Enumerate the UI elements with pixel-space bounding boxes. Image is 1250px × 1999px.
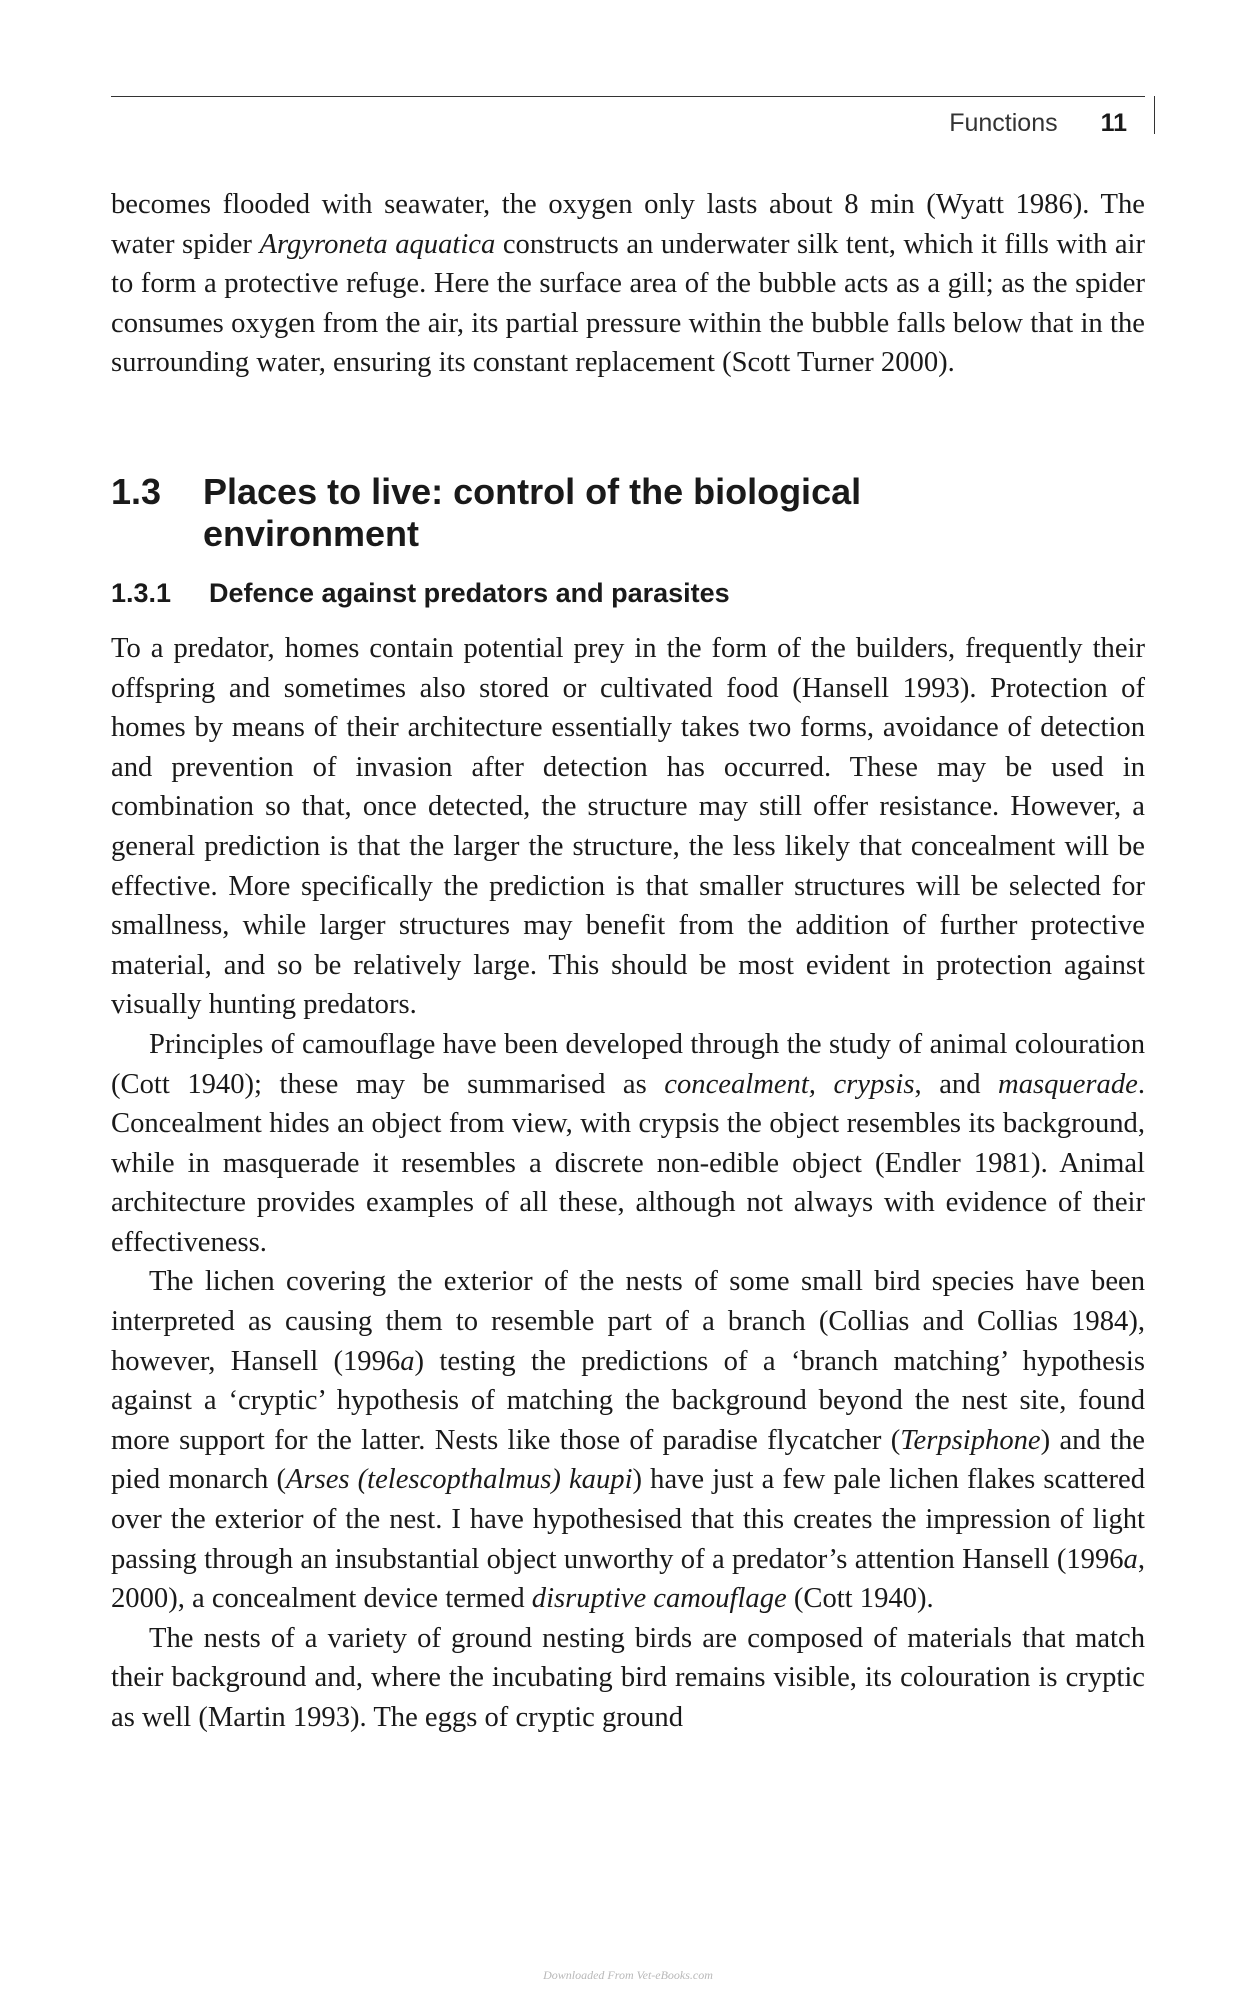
italic-text: a [400,1345,415,1377]
running-header [111,96,1145,137]
section-title: Places to live: control of the biological environment [203,470,862,554]
text-run: , and [914,1068,999,1100]
section-heading [111,471,1145,555]
text-run: , 2000), a concealment device termed [111,1543,1145,1615]
text-run: The nests of a variety of ground nesting birds are composed of materials that match their background and, where the incubating bird remains visible, its colouration is cryptic as well (Martin 1993). The eggs of cryptic ground [111,1622,1145,1733]
subsection-heading [111,575,1145,611]
text-run: Principles of camouflage have been developed through the study of animal colouration (Cott 1940); these may be summarised as [111,1028,1145,1100]
body-paragraph [111,1619,1145,1738]
italic-text: disruptive camouflage [531,1583,787,1615]
text-run: ) have just a few pale lichen flakes scattered over the exterior of the nest. I have hypothesised that this creates the impression of light passing through an insubstantial object unworthy of a predator’s attention Hansell (1996 [111,1464,1145,1575]
body-paragraph [111,1025,1145,1263]
italic-text: Terpsiphone [900,1424,1041,1456]
text-run: ) testing the predictions of a ‘branch matching’ hypothesis against a ‘cryptic’ hypothesis of matching the background beyond the nest site, found more support for the latter. Nests like those of paradise flycatcher ( [111,1345,1145,1456]
subsection-number: 1.3.1 [111,577,172,608]
download-watermark: Downloaded From Vet-eBooks.com [543,1968,713,1982]
text-run: . Concealment hides an object from view, with crypsis the object resembles its background, while in masquerade it resembles a discrete non-edible object (Endler 1981). Animal architecture provides examples of all these, although not always with evidence of their effectiveness. [111,1068,1145,1258]
text-run: To a predator, homes contain potential prey in the form of the builders, frequently their offspring and sometimes also stored or cultivated food (Hansell 1993). Protection of homes by means of their architecture essentially takes two forms, avoidance of detection and prevention of invasion after detection has occurred. These may be used in combination so that, once detected, the structure may still offer resistance. However, a general prediction is that the larger the structure, the less likely that concealment will be effective. More specifically the prediction is that smaller structures will be selected for smallness, while larger structures may benefit from the addition of further protective material, and so be relatively large. This should be most evident in protection against visually hunting predators. [111,632,1145,1021]
italic-text: a [1123,1543,1138,1575]
running-head-section: Functions [949,109,1058,137]
body-paragraph [111,629,1145,1025]
running-head-text [949,109,1127,138]
header-rule-vertical [1154,96,1156,134]
italic-text: concealment, crypsis [664,1068,915,1100]
book-page [111,0,1145,1999]
text-run: (Cott 1940). [786,1583,934,1615]
text-run: The lichen covering the exterior of the nests of some small bird species have been interpreted as causing them to resemble part of a branch (Collias and Collias 1984), however, Hansell (1996 [111,1266,1145,1377]
text-run: constructs an underwater silk tent, which it fills with air to form a protective refuge. Here the surface area of the bubble acts as a gill; as the spider consumes oxygen from the air, its partial pressure within the bubble falls below that in the surrounding water, ensuring its constant replacement (Scott Turner 2000). [111,228,1146,379]
body-paragraph [111,1262,1145,1618]
italic-text: Argyroneta aquatica [259,228,496,260]
intro-text-block [111,185,1145,383]
text-run: becomes flooded with seawater, the oxygen only lasts about 8 min (Wyatt 1986). The water spider [111,189,1145,260]
text-run: ) and the pied monarch ( [111,1424,1145,1496]
subsection-title: Defence against predators and parasites [209,577,730,608]
body-paragraph [111,185,1145,383]
italic-text: Arses (telescopthalmus) kaupi [285,1464,633,1496]
section-text-block [111,629,1145,1738]
page-content [111,185,1145,1738]
page-number: 11 [1100,109,1127,137]
section-number: 1.3 [111,470,162,512]
italic-text: masquerade [998,1068,1138,1100]
